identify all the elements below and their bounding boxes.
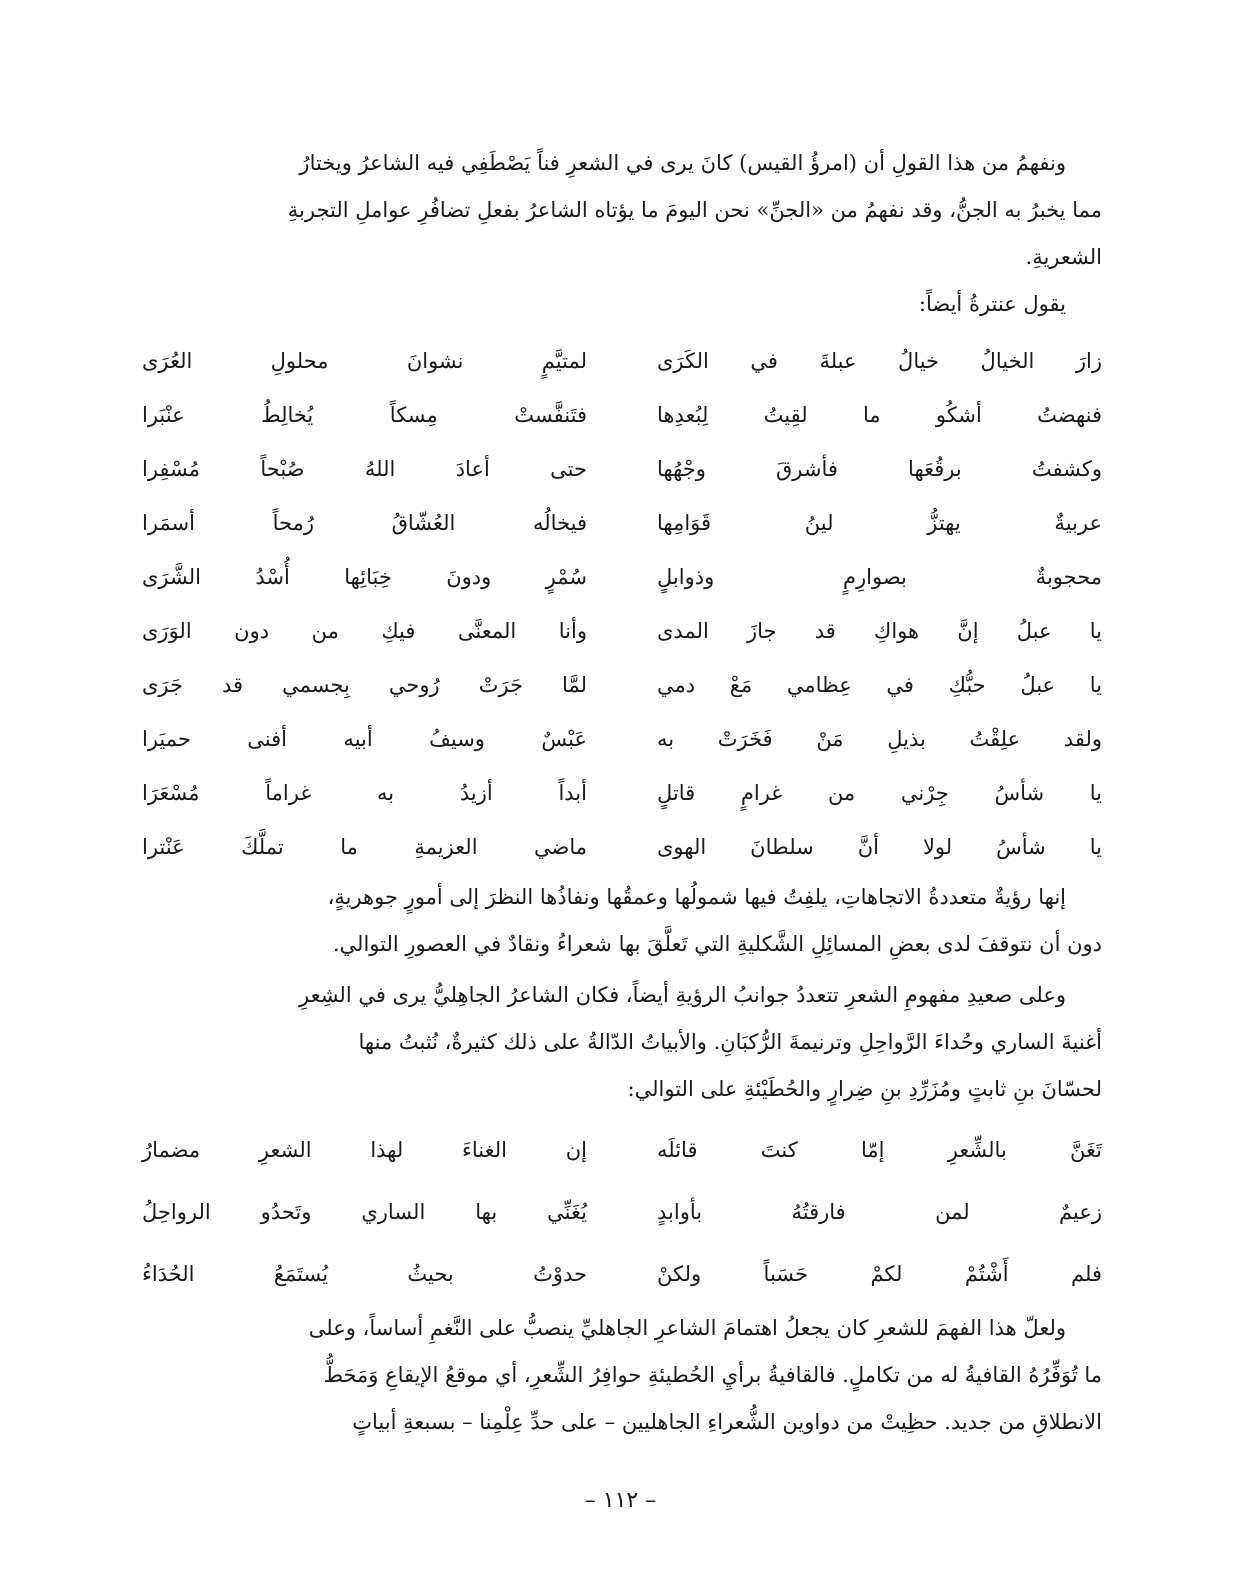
verse-row (142, 1119, 1102, 1181)
first-hemistich: ولقد علِقْتُ بذيلِ مَنْ فَخَرَتْ به (657, 727, 1102, 751)
text-line: أغنيةَ الساري وحُداءَ الرَّواحِلِ وترنيمةَ الرُّكبَانِ. والأبياتُ الدّالةُ على ذلك كثيرةٌ، نُثبتُ منها (358, 1030, 1102, 1054)
verse-row (142, 820, 1102, 874)
first-hemistich: عربيةٌ يهتزُّ لينُ قَوَامِها (657, 511, 1102, 535)
first-hemistich: يا عبلُ حبُّكِ في عِظامي مَعْ دمي (657, 673, 1102, 697)
second-hemistich: إن الغناءَ لهذا الشعرِ مضمارُ (142, 1138, 587, 1162)
verse-row (142, 1181, 1102, 1243)
second-hemistich: عَبْسٌ وسيفُ أبيه أفنى حميَرا (142, 727, 587, 751)
first-hemistich: يا شأسُ جِرْني من غرامٍ قاتلٍ (657, 781, 1102, 805)
poem-quotes (142, 1119, 1102, 1305)
paragraph-1 (142, 140, 1102, 281)
second-hemistich: ماضي العزيمةِ ما تملَّكَ عَنْترا (142, 835, 587, 859)
poem-antara (142, 334, 1102, 874)
text-line: دون أن نتوقفَ لدى بعضِ المسائِلِ الشَّكليةِ التي تَعلَّقَ بها شعراءُ ونقادٌ في العصورِ التوالي. (332, 932, 1102, 956)
verse-row (142, 496, 1102, 550)
second-hemistich: حتى أعادَ اللهُ صُبْحاً مُسْفِرا (142, 457, 587, 481)
first-hemistich: فنهضتُ أشكُو ما لقِيتُ لِبُعدِها (657, 403, 1102, 427)
verse-row (142, 766, 1102, 820)
verse-row (142, 388, 1102, 442)
second-hemistich: أبداً أزيدُ به غراماً مُسْعَرَا (142, 781, 587, 805)
first-hemistich: زارَ الخيالُ خيالُ عبلةَ في الكَرَى (657, 349, 1102, 373)
second-hemistich: سُمْرٍ ودونَ خِبَائِها أُسْدُ الشَّرَى (142, 565, 587, 589)
text-line: الشعريةِ. (1025, 245, 1102, 269)
text-line: ما تُوَفِّرُهُ القافيةُ له من تكاملٍ. فالقافيةُ برأيِ الحُطيئةِ حوافِرُ الشِّعرِ، أي موقعُ الإيقاعِ وَمَحَطُّ (323, 1363, 1102, 1387)
second-hemistich: يُغَنِّي بها الساري وتَحدُو الرواحِلُ (142, 1200, 587, 1224)
paragraph-4 (142, 1305, 1102, 1446)
intro-line (142, 281, 1102, 328)
first-hemistich: محجوبةٌ بصوارِمٍ وذوابلٍ (657, 565, 1102, 589)
verse-row (142, 712, 1102, 766)
text-line: لحسّانَ بنِ ثابتٍ ومُزَرِّدِ بنِ ضِرارٍ والحُطَيْئةِ على التوالي: (627, 1077, 1102, 1101)
first-hemistich: تَغَنَّ بالشِّعرِ إمّا كنتَ قائلَه (657, 1138, 1102, 1162)
text-line: مما يخبرُ به الجنُّ، وقد نفهمُ من «الجنِّ» نحن اليومَ ما يؤتاه الشاعرُ بفعلِ تضافُرِ عواملِ التجربةِ (287, 198, 1102, 222)
first-hemistich: يا عبلُ إنَّ هواكِ قد جازَ المدى (657, 619, 1102, 643)
verse-row (142, 550, 1102, 604)
second-hemistich: لمتيَّمٍ نشوانَ محلولِ العُرَى (142, 349, 587, 373)
first-hemistich: وكشفتُ برقُعَها فأشرقَ وجْهُها (657, 457, 1102, 481)
first-hemistich: يا شأسُ لولا أنَّ سلطانَ الهوى (657, 835, 1102, 859)
text-line: وعلى صعيدِ مفهومِ الشعرِ تتعددُ جوانبُ الرؤيةِ أيضاً، فكان الشاعرُ الجاهِليُّ يرى في الشِعرِ (298, 983, 1066, 1007)
page-body (142, 140, 1102, 1446)
verse-row (142, 334, 1102, 388)
verse-row (142, 658, 1102, 712)
second-hemistich: فتَنفَّستْ مِسكاً يُخالِطُ عنْبَرا (142, 403, 587, 427)
paragraph-3 (142, 972, 1102, 1113)
verse-row (142, 442, 1102, 496)
second-hemistich: وأنا المعنَّى فيكِ من دون الوَرَى (142, 619, 587, 643)
text-line: الانطلاقِ من جديد. حظِيتْ من دواوين الشُّعراءِ الجاهليين – على حدِّ عِلْمِنا – بسبعةِ أبياتٍ (352, 1410, 1102, 1434)
second-hemistich: فيخالُه العُشّاقُ رُمحاً أسمَرا (142, 511, 587, 535)
page-number: – ١١٢ – (584, 1488, 657, 1513)
text-line: ونفهمُ من هذا القولِ أن (امرؤُ القيس) كانَ يرى في الشعرِ فناً يَصْطَفِي فيه الشاعرُ ويختارُ (299, 151, 1066, 175)
first-hemistich: فلم أَشْتُمْ لكمْ حَسَباً ولكنْ (657, 1262, 1102, 1286)
text-line: إنها رؤيةٌ متعددةُ الاتجاهاتِ، يلفِتُ فيها شمولُها وعمقُها ونفاذُها النظرَ إلى أمورٍ جوهريةٍ، (327, 885, 1066, 909)
verse-row (142, 1243, 1102, 1305)
text-line: يقول عنترةُ أيضاً: (918, 292, 1066, 316)
verse-row (142, 604, 1102, 658)
paragraph-2 (142, 874, 1102, 968)
first-hemistich: زعيمٌ لمن فارقتُهُ بأوابدٍ (657, 1200, 1102, 1224)
text-line: ولعلّ هذا الفهمَ للشعرِ كان يجعلُ اهتمامَ الشاعرِ الجاهليِّ ينصبُّ على النَّغمِ أساساً، وعلى (308, 1316, 1066, 1340)
second-hemistich: حدوْتُ بحيثُ يُستَمَعُ الحُدَاءُ (142, 1262, 587, 1286)
second-hemistich: لمَّا جَرَتْ رُوحي بِجسمي قد جَرَى (142, 673, 587, 697)
